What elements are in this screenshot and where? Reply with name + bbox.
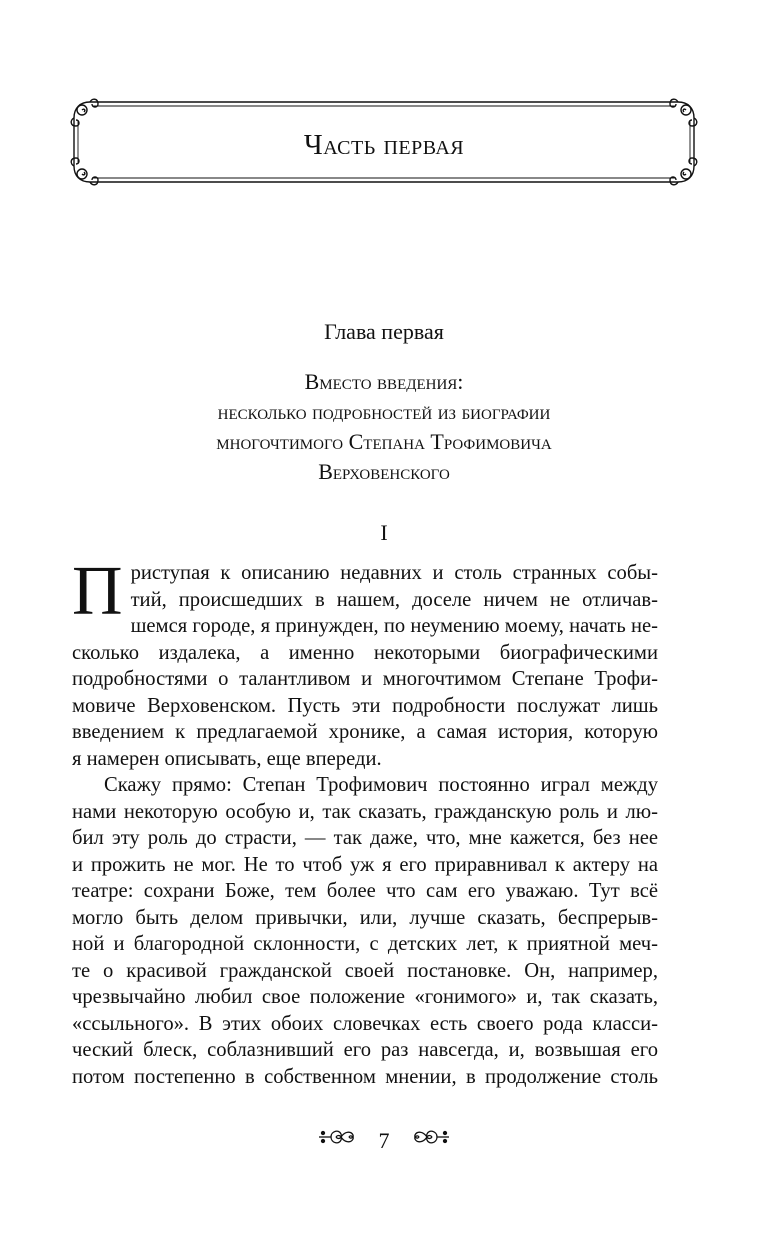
body-text bbox=[72, 553, 658, 1090]
flourish-icon bbox=[409, 1126, 451, 1156]
part-title: Часть первая bbox=[303, 129, 465, 161]
text-line: сколько издалека, а именно некоторыми биографическими bbox=[72, 641, 658, 664]
text-line: нами некоторую особую и, так сказать, гражданскую роль и лю- bbox=[72, 800, 658, 823]
text-line: потом постепенно в собственном мнении, в продолжение столь bbox=[72, 1065, 658, 1088]
flourish-icon bbox=[317, 1126, 359, 1156]
section-number: I bbox=[380, 520, 388, 545]
chapter-subtitle-line: несколько подробностей из биографии bbox=[217, 399, 551, 424]
chapter-subtitle-line: многочтимого Степана Трофимовича bbox=[216, 429, 552, 454]
drop-cap: П bbox=[72, 553, 123, 630]
text-line: тий, происшедших в нашем, доселе ничем не отличав- bbox=[130, 588, 658, 611]
chapter-subtitle bbox=[0, 367, 768, 487]
text-line: шемся городе, я принужден, по неумению моему, начать не- bbox=[130, 615, 658, 637]
paragraph-1 bbox=[72, 553, 658, 772]
text-line: могло быть делом привычки, или, лучше сказать, беспрерыв- bbox=[72, 906, 658, 929]
chapter-subtitle-line: Вместо введения: bbox=[304, 369, 464, 394]
text-line: подробностями о талантливом и многочтимом Степане Трофи- bbox=[72, 668, 658, 690]
text-line: мовиче Верховенском. Пусть эти подробности послужат лишь bbox=[72, 694, 658, 717]
text-line: те о красивой гражданской своей постановке. Он, например, bbox=[72, 959, 658, 982]
text-line: «ссыльного». В этих обоих словечках есть своего рода класси- bbox=[72, 1012, 658, 1035]
text-line: риступая к описанию недавних и столь странных собы- bbox=[130, 562, 658, 584]
text-line: ной и благородной склонности, с детских лет, к приятной меч- bbox=[72, 933, 658, 955]
text-line: и прожить не мог. Не то чтоб уж я его приравнивал к актеру на bbox=[72, 853, 658, 876]
text-line: Скажу прямо: Степан Трофимович постоянно играл между bbox=[104, 774, 658, 796]
text-line: бил эту роль до страсти, — так даже, что, мне кажется, без нее bbox=[72, 827, 658, 849]
text-line: ческий блеск, соблазнивший его раз навсегда, и, возвышая его bbox=[72, 1039, 658, 1061]
page-footer bbox=[0, 1124, 768, 1154]
text-line: я намерен описывать, еще впереди. bbox=[72, 747, 382, 770]
page-number: 7 bbox=[378, 1127, 390, 1153]
text-line: театре: сохрани Боже, тем более что сам его уважаю. Тут всё bbox=[72, 880, 658, 902]
text-line: введением к предлагаемой хронике, а самая история, которую bbox=[72, 721, 658, 743]
chapter-label: Глава первая bbox=[324, 319, 444, 344]
paragraph-2 bbox=[72, 772, 658, 1090]
chapter-subtitle-line: Верховенского bbox=[318, 459, 450, 484]
text-line: чрезвычайно любил свое положение «гонимого» и, так сказать, bbox=[72, 986, 658, 1008]
